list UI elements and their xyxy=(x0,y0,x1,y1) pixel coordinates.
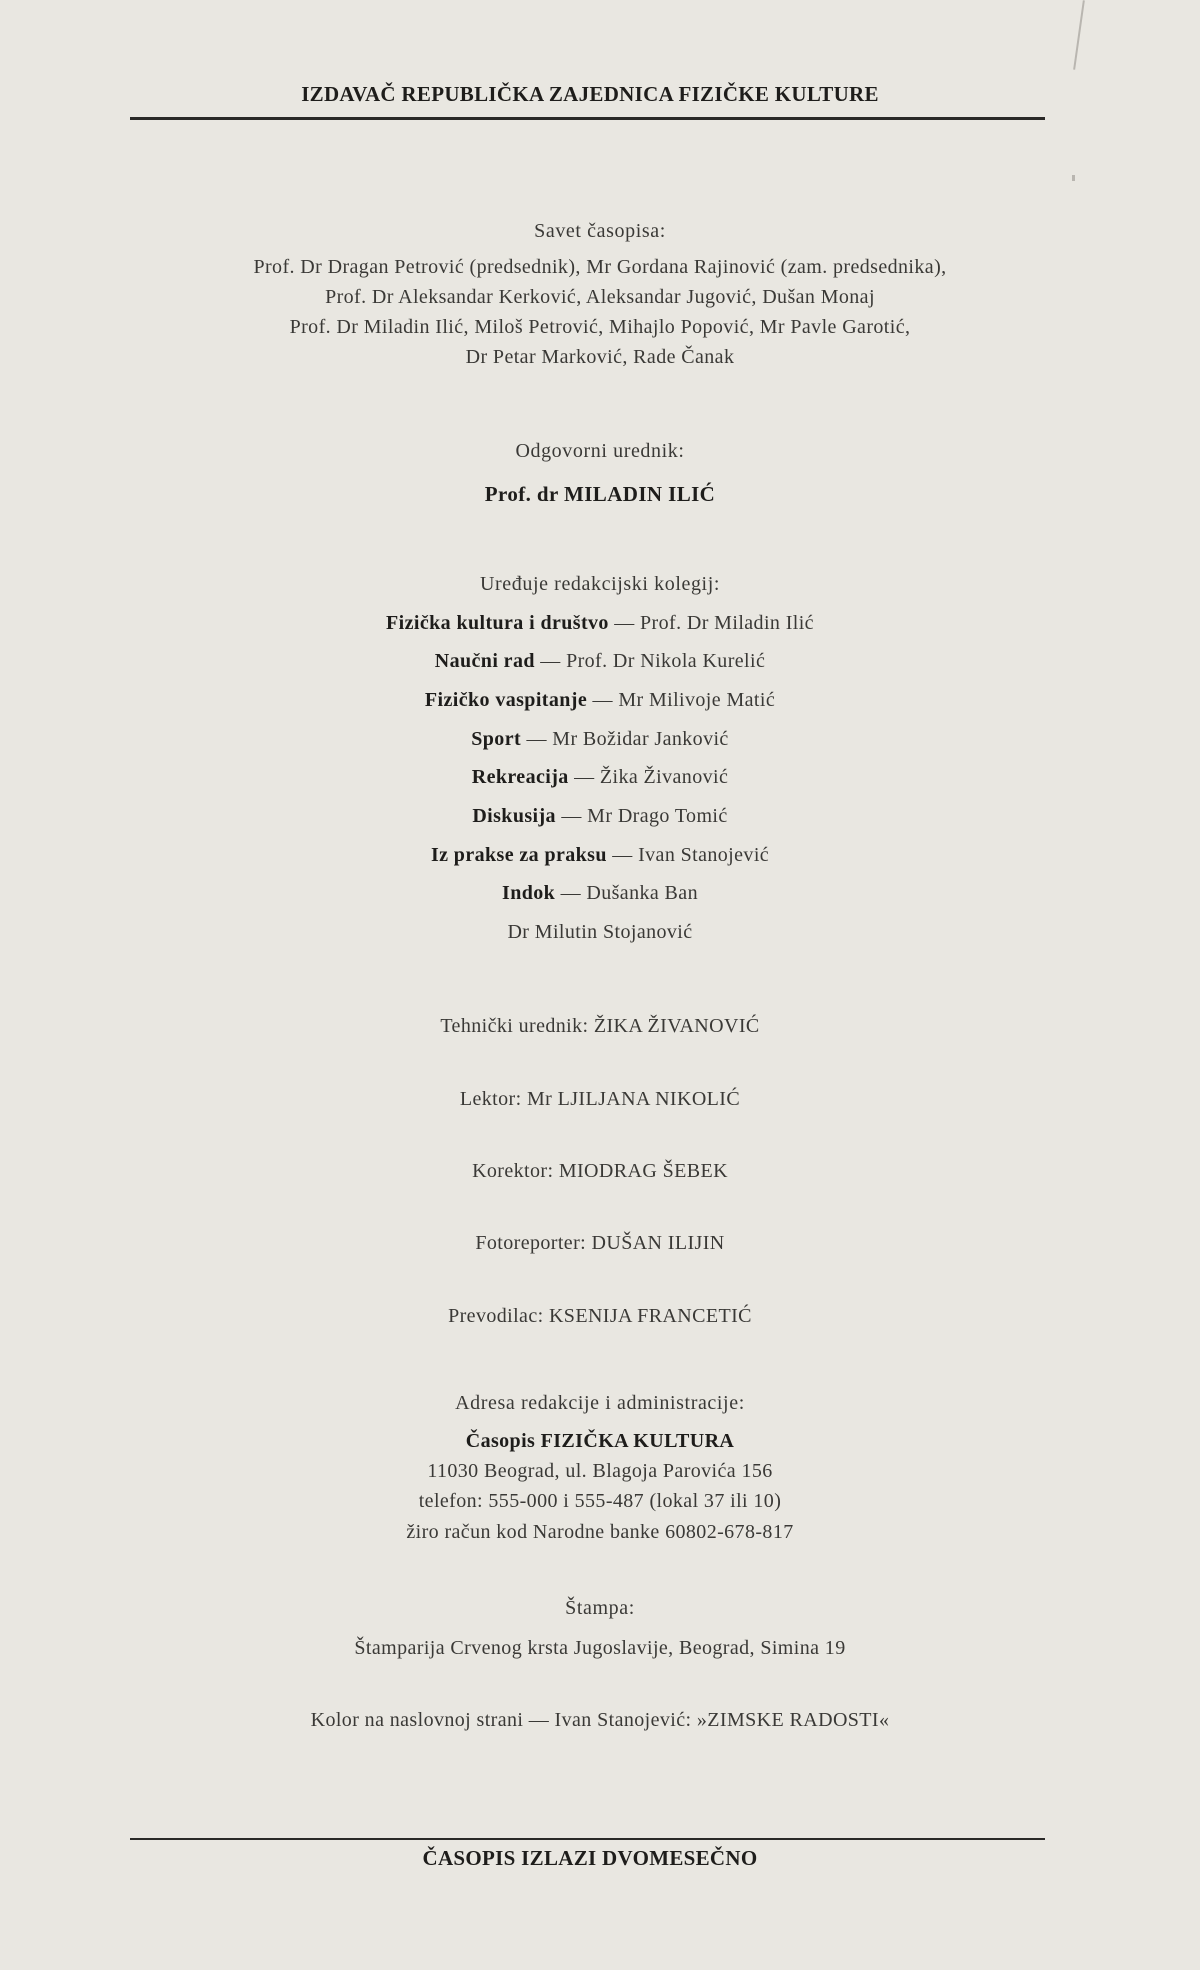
cover-credit: Kolor na naslovnoj strani — Ivan Stanojević: »ZIMSKE RADOSTI« xyxy=(310,1709,890,1731)
print-label: Štampa: xyxy=(565,1597,635,1619)
board-section: Sport xyxy=(471,728,522,750)
translator: Prevodilac: KSENIJA FRANCETIĆ xyxy=(448,1305,752,1327)
printer-line: Štamparija Crvenog krsta Jugoslavije, Beograd, Simina 19 xyxy=(354,1637,846,1659)
board-section: Fizičko vaspitanje xyxy=(424,689,588,711)
publisher-heading: IZDAVAČ REPUBLIČKA ZAJEDNICA FIZIČKE KULTURE xyxy=(301,82,879,106)
board-person: Mr Milivoje Matić xyxy=(618,689,776,711)
council-line-3: Prof. Dr Miladin Ilić, Miloš Petrović, Mihajlo Popović, Mr Pavle Garotić, xyxy=(289,316,911,338)
council-line-4: Dr Petar Marković, Rade Čanak xyxy=(465,346,735,368)
board-extra-member: Dr Milutin Stojanović xyxy=(507,921,693,943)
photographer: Fotoreporter: DUŠAN ILIJIN xyxy=(475,1232,725,1254)
board-separator: — xyxy=(534,650,567,672)
board-separator: — xyxy=(555,882,587,904)
board-person: Mr Božidar Janković xyxy=(552,728,729,750)
board-section: Indok xyxy=(502,882,556,904)
board-row xyxy=(0,689,1200,712)
frequency-heading: ČASOPIS IZLAZI DVOMESEČNO xyxy=(422,1846,758,1870)
magazine-name: Časopis FIZIČKA KULTURA xyxy=(465,1430,735,1452)
board-separator: — xyxy=(555,805,588,827)
board-section: Naučni rad xyxy=(434,650,535,672)
board-person: Mr Drago Tomić xyxy=(587,805,728,827)
board-separator: — xyxy=(521,728,553,750)
board-row xyxy=(0,612,1200,635)
board-row xyxy=(0,728,1200,751)
address-line-1: 11030 Beograd, ul. Blagoja Parovića 156 xyxy=(427,1460,773,1482)
board-label: Uređuje redakcijski kolegij: xyxy=(479,573,721,595)
technical-editor: Tehnički urednik: ŽIKA ŽIVANOVIĆ xyxy=(440,1015,760,1037)
editor-name: Prof. dr MILADIN ILIĆ xyxy=(484,482,716,506)
address-line-3: žiro račun kod Narodne banke 60802-678-817 xyxy=(406,1521,794,1543)
proofreader: Korektor: MIODRAG ŠEBEK xyxy=(472,1160,728,1182)
bottom-divider xyxy=(130,1838,1045,1840)
board-person: Ivan Stanojević xyxy=(638,844,770,866)
board-separator: — xyxy=(587,689,619,711)
board-separator: — xyxy=(568,766,600,788)
board-person: Prof. Dr Miladin Ilić xyxy=(640,612,814,634)
council-label: Savet časopisa: xyxy=(534,220,666,242)
board-row xyxy=(0,805,1200,828)
board-person: Dušanka Ban xyxy=(586,882,698,904)
board-row xyxy=(0,882,1200,905)
board-row xyxy=(0,844,1200,867)
board-row xyxy=(0,650,1200,673)
address-line-2: telefon: 555-000 i 555-487 (lokal 37 ili 10) xyxy=(418,1490,782,1512)
top-divider xyxy=(130,117,1045,120)
board-person: Prof. Dr Nikola Kurelić xyxy=(566,650,766,672)
address-label: Adresa redakcije i administracije: xyxy=(455,1392,745,1414)
language-editor: Lektor: Mr LJILJANA NIKOLIĆ xyxy=(459,1088,741,1110)
editor-label: Odgovorni urednik: xyxy=(515,440,685,462)
scan-mark xyxy=(1072,175,1075,181)
board-section: Rekreacija xyxy=(471,766,569,788)
council-line-2: Prof. Dr Aleksandar Kerković, Aleksandar Jugović, Dušan Monaj xyxy=(325,286,875,308)
board-person: Žika Živanović xyxy=(599,766,729,788)
board-separator: — xyxy=(606,844,639,866)
board-section: Diskusija xyxy=(472,805,556,827)
board-section: Fizička kultura i društvo xyxy=(386,612,609,634)
board-separator: — xyxy=(608,612,641,634)
board-row xyxy=(0,766,1200,789)
board-section: Iz prakse za praksu xyxy=(430,844,607,866)
scan-mark xyxy=(1073,0,1085,70)
council-line-1: Prof. Dr Dragan Petrović (predsednik), Mr Gordana Rajinović (zam. predsednika), xyxy=(253,256,947,278)
